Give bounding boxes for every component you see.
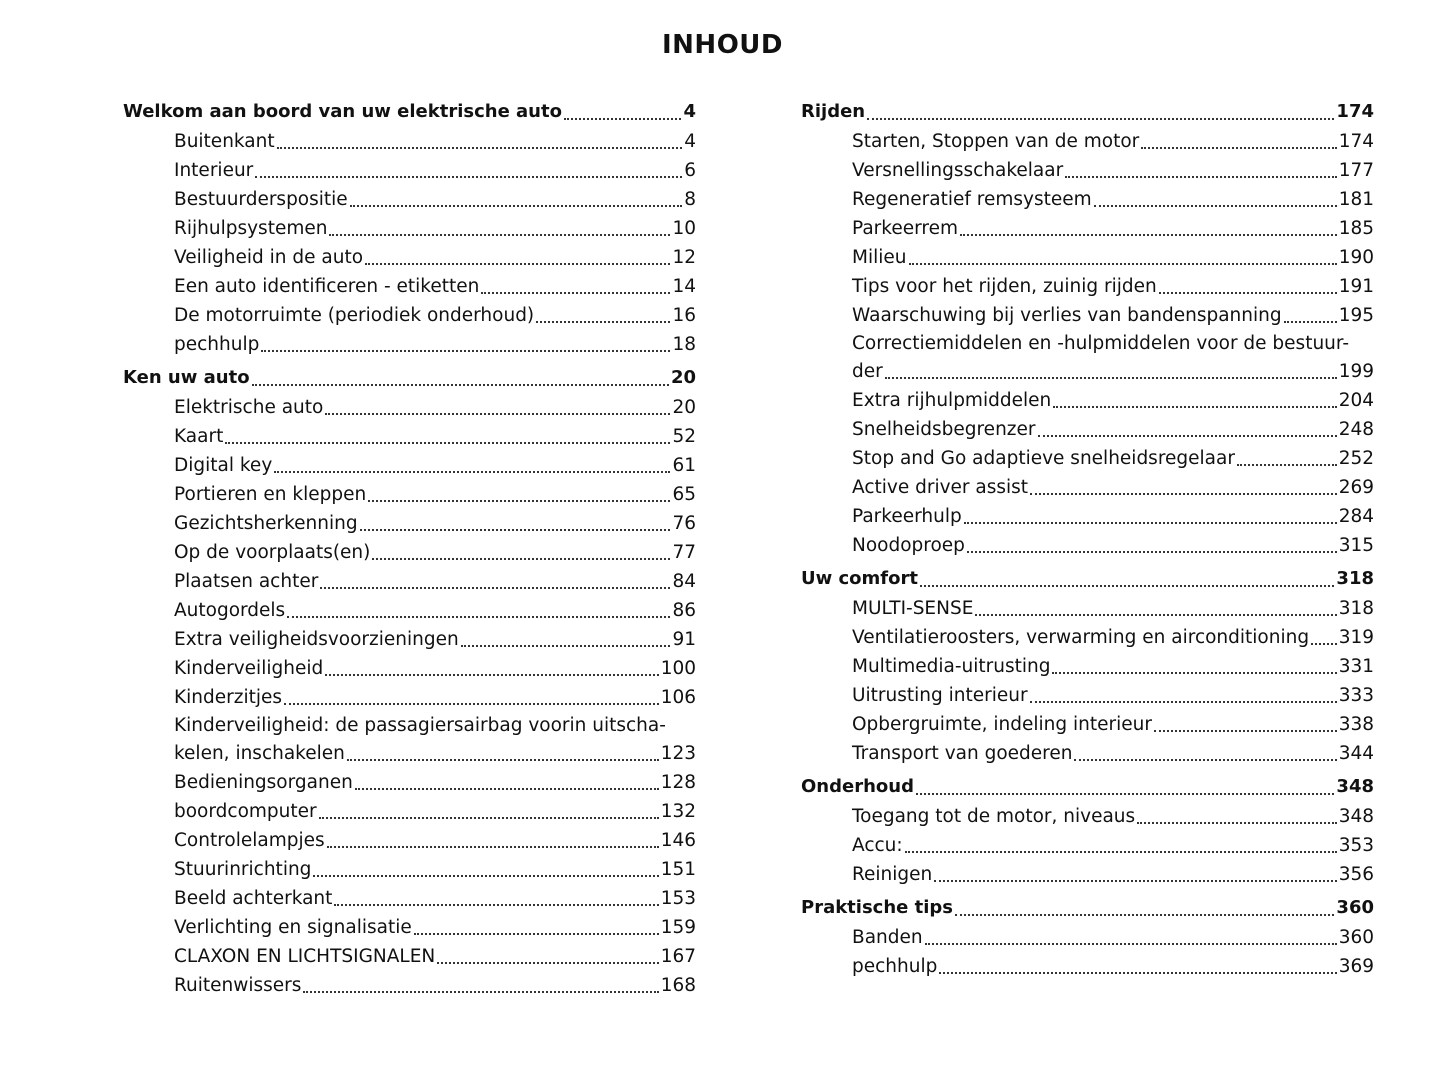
toc-entry-multi-sense[interactable]: [801, 594, 1374, 623]
page-number: 100: [660, 658, 696, 679]
page-number: 14: [672, 276, 696, 297]
toc-entry-bestuurderspositie[interactable]: [123, 185, 696, 214]
toc-entry-bedieningsorganen[interactable]: [123, 768, 696, 797]
page-number: 52: [672, 426, 696, 447]
toc-entry-regeneratief-remsysteem[interactable]: [801, 185, 1374, 214]
toc-entry-ventilatieroosters-verwarming-en-airconditioning[interactable]: [801, 623, 1374, 652]
toc-entry-accu[interactable]: [801, 831, 1374, 860]
page-number: 185: [1338, 218, 1374, 239]
entry-title: pechhulp: [852, 956, 938, 977]
toc-entry-active-driver-assist[interactable]: [801, 473, 1374, 502]
dot-leader: [1053, 406, 1336, 408]
page-number: 8: [684, 189, 696, 210]
toc-entry-waarschuwing-bij-verlies-van-bandenspanning[interactable]: [801, 301, 1374, 330]
entry-title: Extra veiligheidsvoorzieningen: [174, 629, 459, 650]
dot-leader: [536, 321, 670, 323]
entry-title: Tips voor het rijden, zuinig rijden: [852, 276, 1157, 297]
toc-entry-stuurinrichting[interactable]: [123, 855, 696, 884]
toc-entry-versnellingsschakelaar[interactable]: [801, 156, 1374, 185]
page-number: 181: [1338, 189, 1374, 210]
toc-section-onderhoud[interactable]: [801, 772, 1374, 802]
page-number: 20: [672, 397, 696, 418]
entry-title: Verlichting en signalisatie: [174, 917, 412, 938]
toc-entry-kelen-inschakelen[interactable]: [123, 712, 696, 768]
entry-title: Toegang tot de motor, niveaus: [852, 806, 1136, 827]
toc-entry-noodoproep[interactable]: [801, 531, 1374, 560]
section-title: Uw comfort: [801, 568, 918, 589]
dot-leader: [437, 962, 658, 964]
page-number: 356: [1338, 864, 1374, 885]
page-number: 159: [660, 917, 696, 938]
entry-title: Stuurinrichting: [174, 859, 312, 880]
entry-title: pechhulp: [174, 334, 260, 355]
dot-leader: [368, 500, 670, 502]
dot-leader: [225, 442, 670, 444]
section-title: Ken uw auto: [123, 367, 250, 388]
page-number: 132: [660, 801, 696, 822]
dot-leader: [1141, 147, 1336, 149]
page-number: 174: [1338, 131, 1374, 152]
dot-leader: [274, 471, 670, 473]
page-number: 199: [1338, 361, 1374, 382]
dot-leader: [365, 263, 670, 265]
toc-entry-gezichtsherkenning[interactable]: [123, 509, 696, 538]
entry-title: Rijhulpsystemen: [174, 218, 328, 239]
page-number: 167: [660, 946, 696, 967]
entry-title: Veiligheid in de auto: [174, 247, 364, 268]
dot-leader: [320, 587, 670, 589]
toc-entry-starten-stoppen-van-de-motor[interactable]: [801, 127, 1374, 156]
dot-leader: [885, 377, 1337, 379]
toc-entry-ruitenwissers[interactable]: [123, 971, 696, 1000]
toc-section-uw-comfort[interactable]: [801, 564, 1374, 594]
page-number: 65: [672, 484, 696, 505]
page-number: 123: [660, 743, 696, 764]
page-number: 153: [660, 888, 696, 909]
entry-title-line1: Kinderveiligheid: de passagiersairbag voorin uitscha-: [174, 715, 666, 736]
entry-title: De motorruimte (periodiek onderhoud): [174, 305, 535, 326]
page-number: 191: [1338, 276, 1374, 297]
page-number: 77: [672, 542, 696, 563]
dot-leader: [319, 817, 659, 819]
page-number: 18: [672, 334, 696, 355]
page-title: INHOUD: [662, 30, 783, 60]
dot-leader: [350, 205, 683, 207]
page-number: 344: [1338, 743, 1374, 764]
dot-leader: [355, 788, 659, 790]
entry-title: CLAXON EN LICHTSIGNALEN: [174, 946, 436, 967]
page-number: 269: [1338, 477, 1374, 498]
toc-section-group: [801, 564, 1374, 768]
dot-leader: [414, 933, 659, 935]
entry-title: Ventilatieroosters, verwarming en airconditioning: [852, 627, 1310, 648]
toc-entry-parkeerrem[interactable]: [801, 214, 1374, 243]
dot-leader: [303, 991, 658, 993]
entry-title: Active driver assist: [852, 477, 1029, 498]
page-number: 348: [1336, 776, 1374, 797]
toc-entry-snelheidsbegrenzer[interactable]: [801, 415, 1374, 444]
toc-section-praktische-tips[interactable]: [801, 893, 1374, 923]
dot-leader: [955, 914, 1334, 916]
entry-title: Starten, Stoppen van de motor: [852, 131, 1140, 152]
dot-leader: [1030, 493, 1337, 495]
dot-leader: [284, 703, 659, 705]
dot-leader: [261, 350, 670, 352]
dot-leader: [925, 943, 1337, 945]
toc-entry-stop-and-go-adaptieve-snelheidsregelaar[interactable]: [801, 444, 1374, 473]
entry-title: Opbergruimte, indeling interieur: [852, 714, 1152, 735]
dot-leader: [1284, 321, 1337, 323]
toc-entry-interieur[interactable]: [123, 156, 696, 185]
toc-entry-pechhulp[interactable]: [123, 330, 696, 359]
page-number: 248: [1338, 419, 1374, 440]
entry-title: Bedieningsorganen: [174, 772, 353, 793]
page-number: 16: [672, 305, 696, 326]
toc-entry-autogordels[interactable]: [123, 596, 696, 625]
toc-entry-veiligheid-in-de-auto[interactable]: [123, 243, 696, 272]
section-title: Praktische tips: [801, 897, 954, 918]
page-number: 4: [684, 131, 696, 152]
toc-entry-rijhulpsystemen[interactable]: [123, 214, 696, 243]
page-number: 91: [672, 629, 696, 650]
entry-title: Digital key: [174, 455, 273, 476]
page-number: 10: [672, 218, 696, 239]
toc-column-left: [123, 97, 696, 1004]
dot-leader: [909, 263, 1337, 265]
toc-entry-transport-van-goederen[interactable]: [801, 739, 1374, 768]
page-number: 4: [683, 101, 696, 122]
page-number: 177: [1338, 160, 1374, 181]
toc-entry-portieren-en-kleppen[interactable]: [123, 480, 696, 509]
page-number: 318: [1338, 598, 1374, 619]
entry-title-line2: kelen, inschakelen: [174, 743, 345, 764]
section-title: Onderhoud: [801, 776, 914, 797]
toc-entry-opbergruimte-indeling-interieur[interactable]: [801, 710, 1374, 739]
toc-section-group: [801, 97, 1374, 560]
page-number: 190: [1338, 247, 1374, 268]
dot-leader: [1038, 435, 1337, 437]
dot-leader: [1159, 292, 1337, 294]
toc-entry-digital-key[interactable]: [123, 451, 696, 480]
dot-leader: [252, 384, 669, 386]
section-title: Welkom aan boord van uw elektrische auto: [123, 101, 562, 122]
entry-title: Parkeerrem: [852, 218, 958, 239]
dot-leader: [481, 292, 670, 294]
page-number: 360: [1336, 897, 1374, 918]
toc-section-group: [123, 363, 696, 1000]
page-number: 151: [660, 859, 696, 880]
dot-leader: [360, 529, 671, 531]
page-number: 106: [660, 687, 696, 708]
toc-entry-elektrische-auto[interactable]: [123, 393, 696, 422]
dot-leader: [313, 875, 658, 877]
dot-leader: [329, 234, 670, 236]
toc-entry-verlichting-en-signalisatie[interactable]: [123, 913, 696, 942]
entry-title: Banden: [852, 927, 923, 948]
entry-title-line1: Correctiemiddelen en -hulpmiddelen voor de bestuur-: [852, 333, 1349, 354]
toc-section-rijden[interactable]: [801, 97, 1374, 127]
toc-entry-claxon-en-lichtsignalen[interactable]: [123, 942, 696, 971]
dot-leader: [1074, 759, 1336, 761]
toc-section-welkom-aan-boord-van-uw-elektrische-auto[interactable]: [123, 97, 696, 127]
entry-title: Ruitenwissers: [174, 975, 302, 996]
toc-entry-banden[interactable]: [801, 923, 1374, 952]
page-number: 318: [1336, 568, 1374, 589]
dot-leader: [1311, 643, 1337, 645]
toc-entry-buitenkant[interactable]: [123, 127, 696, 156]
dot-leader: [960, 234, 1337, 236]
toc-entry-boordcomputer[interactable]: [123, 797, 696, 826]
dot-leader: [325, 413, 670, 415]
toc-entry-pechhulp[interactable]: [801, 952, 1374, 981]
toc-entry-tips-voor-het-rijden-zuinig-rijden[interactable]: [801, 272, 1374, 301]
dot-leader: [1094, 205, 1337, 207]
entry-title: Kinderveiligheid: [174, 658, 324, 679]
toc-section-ken-uw-auto[interactable]: [123, 363, 696, 393]
entry-title: Kaart: [174, 426, 224, 447]
toc-entry-op-de-voorplaats-en[interactable]: [123, 538, 696, 567]
toc-entry-controlelampjes[interactable]: [123, 826, 696, 855]
dot-leader: [867, 118, 1334, 120]
toc-entry-uitrusting-interieur[interactable]: [801, 681, 1374, 710]
dot-leader: [287, 616, 670, 618]
entry-title: Bestuurderspositie: [174, 189, 348, 210]
dot-leader: [939, 972, 1336, 974]
entry-title: Stop and Go adaptieve snelheidsregelaar: [852, 448, 1235, 469]
page-number: 360: [1338, 927, 1374, 948]
entry-title: Gezichtsherkenning: [174, 513, 358, 534]
dot-leader: [964, 522, 1337, 524]
dot-leader: [327, 846, 659, 848]
page-number: 12: [672, 247, 696, 268]
dot-leader: [1137, 822, 1337, 824]
dot-leader: [372, 558, 670, 560]
entry-title: Extra rijhulpmiddelen: [852, 390, 1052, 411]
dot-leader: [325, 674, 658, 676]
toc-entry-kaart[interactable]: [123, 422, 696, 451]
entry-title: Elektrische auto: [174, 397, 324, 418]
toc-entry-milieu[interactable]: [801, 243, 1374, 272]
toc-entry-toegang-tot-de-motor-niveaus[interactable]: [801, 802, 1374, 831]
toc-entry-plaatsen-achter[interactable]: [123, 567, 696, 596]
page-number: 353: [1338, 835, 1374, 856]
dot-leader: [905, 851, 1337, 853]
entry-title: Noodoproep: [852, 535, 965, 556]
page-number: 315: [1338, 535, 1374, 556]
dot-leader: [347, 759, 659, 761]
page-number: 6: [684, 160, 696, 181]
page-number: 333: [1338, 685, 1374, 706]
entry-title: Portieren en kleppen: [174, 484, 367, 505]
page-number: 348: [1338, 806, 1374, 827]
entry-title: Plaatsen achter: [174, 571, 319, 592]
page-number: 84: [672, 571, 696, 592]
dot-leader: [934, 880, 1336, 882]
page-number: 61: [672, 455, 696, 476]
dot-leader: [255, 176, 682, 178]
entry-title: boordcomputer: [174, 801, 317, 822]
page-number: 128: [660, 772, 696, 793]
dot-leader: [967, 551, 1337, 553]
dot-leader: [334, 904, 658, 906]
dot-leader: [1237, 464, 1337, 466]
entry-title: Reinigen: [852, 864, 933, 885]
page-number: 252: [1338, 448, 1374, 469]
entry-title: Een auto identificeren - etiketten: [174, 276, 480, 297]
entry-title-line2: der: [852, 361, 883, 382]
dot-leader: [920, 585, 1334, 587]
dot-leader: [975, 614, 1336, 616]
toc-entry-der[interactable]: [801, 330, 1374, 386]
toc-entry-kinderzitjes[interactable]: [123, 683, 696, 712]
page-number: 86: [672, 600, 696, 621]
entry-title: Milieu: [852, 247, 907, 268]
entry-title: Controlelampjes: [174, 830, 325, 851]
dot-leader: [916, 793, 1334, 795]
dot-leader: [461, 645, 671, 647]
entry-title: Op de voorplaats(en): [174, 542, 371, 563]
toc-section-group: [123, 97, 696, 359]
toc-entry-kinderveiligheid[interactable]: [123, 654, 696, 683]
toc-entry-multimedia-uitrusting[interactable]: [801, 652, 1374, 681]
toc-entry-beeld-achterkant[interactable]: [123, 884, 696, 913]
entry-title: Waarschuwing bij verlies van bandenspanning: [852, 305, 1282, 326]
page-number: 20: [670, 367, 696, 388]
dot-leader: [1030, 701, 1337, 703]
dot-leader: [564, 118, 681, 120]
page-number: 195: [1338, 305, 1374, 326]
page-number: 338: [1338, 714, 1374, 735]
dot-leader: [1154, 730, 1337, 732]
page-number: 319: [1338, 627, 1374, 648]
toc-entry-de-motorruimte-periodiek-onderhoud[interactable]: [123, 301, 696, 330]
page-number: 146: [660, 830, 696, 851]
toc-entry-parkeerhulp[interactable]: [801, 502, 1374, 531]
page-number: 331: [1338, 656, 1374, 677]
section-title: Rijden: [801, 101, 866, 122]
page-number: 174: [1336, 101, 1374, 122]
entry-title: Multimedia-uitrusting: [852, 656, 1051, 677]
page-number: 284: [1338, 506, 1374, 527]
toc-column-right: [801, 97, 1374, 985]
dot-leader: [277, 147, 683, 149]
entry-title: Accu:: [852, 835, 903, 856]
entry-title: Interieur: [174, 160, 254, 181]
page-number: 369: [1338, 956, 1374, 977]
entry-title: Autogordels: [174, 600, 286, 621]
toc-entry-reinigen[interactable]: [801, 860, 1374, 889]
entry-title: Regeneratief remsysteem: [852, 189, 1092, 210]
page-number: 168: [660, 975, 696, 996]
page-number: 76: [672, 513, 696, 534]
dot-leader: [1065, 176, 1336, 178]
entry-title: Uitrusting interieur: [852, 685, 1028, 706]
toc-entry-extra-veiligheidsvoorzieningen[interactable]: [123, 625, 696, 654]
toc-entry-een-auto-identificeren-etiketten[interactable]: [123, 272, 696, 301]
entry-title: Buitenkant: [174, 131, 275, 152]
entry-title: Transport van goederen: [852, 743, 1073, 764]
entry-title: Versnellingsschakelaar: [852, 160, 1064, 181]
toc-entry-extra-rijhulpmiddelen[interactable]: [801, 386, 1374, 415]
toc-section-group: [801, 772, 1374, 889]
dot-leader: [1052, 672, 1336, 674]
entry-title: Snelheidsbegrenzer: [852, 419, 1036, 440]
entry-title: MULTI-SENSE: [852, 598, 974, 619]
entry-title: Beeld achterkant: [174, 888, 333, 909]
entry-title: Kinderzitjes: [174, 687, 282, 708]
page-number: 204: [1338, 390, 1374, 411]
toc-section-group: [801, 893, 1374, 981]
entry-title: Parkeerhulp: [852, 506, 962, 527]
